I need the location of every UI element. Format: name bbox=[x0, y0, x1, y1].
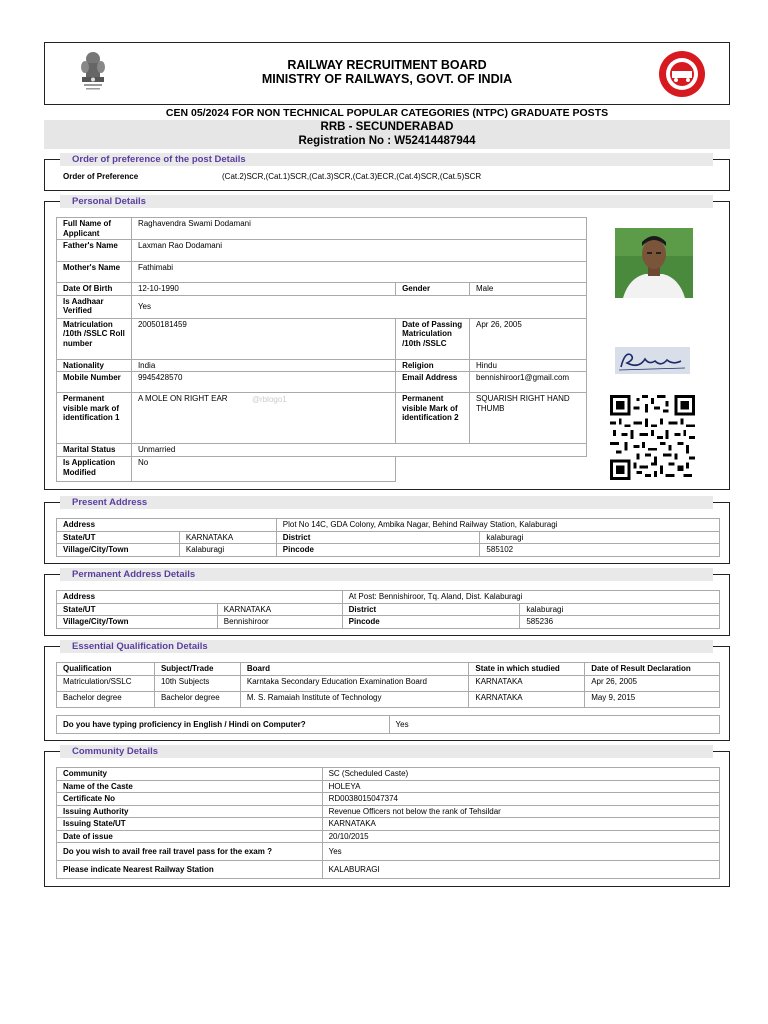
table-row bbox=[57, 768, 720, 781]
mark1-value: A MOLE ON RIGHT EAR bbox=[137, 394, 228, 403]
modified-value: No bbox=[131, 457, 395, 482]
issuing-state-value: KARNATAKA bbox=[322, 818, 719, 831]
present-village-label: Village/City/Town bbox=[57, 544, 180, 557]
marital-label: Marital Status bbox=[57, 444, 132, 457]
qual-cell: Matriculation/SSLC bbox=[57, 676, 155, 692]
preference-section-title: Order of preference of the post Details bbox=[60, 153, 713, 166]
qual-cell: Apr 26, 2005 bbox=[585, 676, 720, 692]
applicant-photo bbox=[615, 228, 693, 298]
permanent-district-value: kalaburagi bbox=[520, 603, 720, 616]
qual-cell: M. S. Ramaiah Institute of Technology bbox=[240, 692, 468, 708]
mother-value: Fathimabi bbox=[131, 262, 586, 283]
permanent-pincode-label: Pincode bbox=[342, 616, 520, 629]
matric-roll-value: 20050181459 bbox=[131, 318, 395, 359]
present-address-title: Present Address bbox=[60, 496, 713, 509]
email-value: bennishiroor1@gmail.com bbox=[470, 372, 587, 393]
table-row bbox=[57, 780, 720, 793]
document-header bbox=[44, 42, 730, 105]
mobile-label: Mobile Number bbox=[57, 372, 132, 393]
present-district-value: kalaburagi bbox=[480, 531, 720, 544]
qual-header-date: Date of Result Declaration bbox=[585, 663, 720, 676]
authority-value: Revenue Officers not below the rank of Tehsildar bbox=[322, 805, 719, 818]
community-table bbox=[56, 767, 720, 879]
father-label: Father's Name bbox=[57, 240, 132, 262]
mobile-value: 9945428570 bbox=[131, 372, 395, 393]
qualification-table bbox=[56, 662, 720, 708]
qual-cell: KARNATAKA bbox=[469, 676, 585, 692]
mark1-value-cell bbox=[131, 393, 395, 444]
community-value: SC (Scheduled Caste) bbox=[322, 768, 719, 781]
permanent-village-value: Bennishiroor bbox=[217, 616, 342, 629]
passing-date-label: Date of Passing Matriculation /10th /SSLC bbox=[396, 318, 470, 359]
permanent-pincode-value: 585236 bbox=[520, 616, 720, 629]
aadhaar-label: Is Aadhaar Verified bbox=[57, 295, 132, 318]
mark2-label: Permanent visible Mark of identification 2 bbox=[396, 393, 470, 444]
issuing-state-label: Issuing State/UT bbox=[57, 818, 323, 831]
gender-label: Gender bbox=[396, 283, 470, 296]
aadhaar-value: Yes bbox=[131, 295, 586, 318]
table-row bbox=[57, 692, 720, 708]
community-label: Community bbox=[57, 768, 323, 781]
typing-label: Do you have typing proficiency in English / Hindi on Computer? bbox=[57, 716, 390, 734]
board-title: RAILWAY RECRUITMENT BOARD bbox=[287, 58, 487, 72]
railway-station-label: Please indicate Nearest Railway Station bbox=[57, 861, 323, 879]
applicant-signature bbox=[615, 347, 690, 374]
qual-cell: 10th Subjects bbox=[154, 676, 240, 692]
present-address-value: Plot No 14C, GDA Colony, Ambika Nagar, Behind Railway Station, Kalaburagi bbox=[276, 519, 719, 532]
ministry-title: MINISTRY OF RAILWAYS, GOVT. OF INDIA bbox=[261, 72, 513, 86]
qual-header-board: Board bbox=[240, 663, 468, 676]
father-value: Laxman Rao Dodamani bbox=[131, 240, 586, 262]
mark1-label: Permanent visible mark of identification 1 bbox=[57, 393, 132, 444]
dob-label: Date Of Birth bbox=[57, 283, 132, 296]
permanent-village-label: Village/City/Town bbox=[57, 616, 218, 629]
qual-cell: May 9, 2015 bbox=[585, 692, 720, 708]
table-row bbox=[57, 830, 720, 843]
typing-table bbox=[56, 715, 720, 734]
qual-cell: KARNATAKA bbox=[469, 692, 585, 708]
qual-header-state: State in which studied bbox=[469, 663, 585, 676]
rrb-name: RRB - SECUNDERABAD bbox=[320, 121, 454, 133]
rrb-band bbox=[44, 120, 730, 149]
certificate-value: RD0038015047374 bbox=[322, 793, 719, 806]
present-village-value: Kalaburagi bbox=[179, 544, 276, 557]
railway-station-value: KALABURAGI bbox=[322, 861, 719, 879]
gender-value: Male bbox=[470, 283, 587, 296]
mark2-value: SQUARISH RIGHT HAND THUMB bbox=[470, 393, 587, 444]
qual-header-subject: Subject/Trade bbox=[154, 663, 240, 676]
permanent-state-label: State/UT bbox=[57, 603, 218, 616]
empty-cell bbox=[396, 457, 587, 482]
table-row bbox=[57, 843, 720, 861]
rail-pass-value: Yes bbox=[322, 843, 719, 861]
issue-date-value: 20/10/2015 bbox=[322, 830, 719, 843]
indian-railways-logo-icon bbox=[657, 49, 707, 99]
community-title: Community Details bbox=[60, 745, 713, 758]
dob-value: 12-10-1990 bbox=[131, 283, 395, 296]
permanent-address-title: Permanent Address Details bbox=[60, 568, 713, 581]
issue-date-label: Date of issue bbox=[57, 830, 323, 843]
name-value: Raghavendra Swami Dodamani bbox=[131, 218, 586, 240]
certificate-label: Certificate No bbox=[57, 793, 323, 806]
permanent-district-label: District bbox=[342, 603, 520, 616]
qual-cell: Karntaka Secondary Education Examination Board bbox=[240, 676, 468, 692]
mother-label: Mother's Name bbox=[57, 262, 132, 283]
table-row bbox=[57, 793, 720, 806]
qual-header-qualification: Qualification bbox=[57, 663, 155, 676]
religion-value: Hindu bbox=[470, 359, 587, 372]
table-row bbox=[57, 676, 720, 692]
notice-title: CEN 05/2024 FOR NON TECHNICAL POPULAR CATEGORIES (NTPC) GRADUATE POSTS bbox=[165, 107, 609, 119]
watermark-text: @rblogo1 bbox=[251, 395, 287, 404]
caste-value: HOLEYA bbox=[322, 780, 719, 793]
personal-section-title: Personal Details bbox=[60, 195, 713, 208]
typing-value: Yes bbox=[389, 716, 719, 734]
religion-label: Religion bbox=[396, 359, 470, 372]
table-row bbox=[57, 861, 720, 879]
permanent-address-table bbox=[56, 590, 720, 629]
present-address-table bbox=[56, 518, 720, 557]
registration-number: Registration No : W52414487944 bbox=[298, 135, 476, 147]
qr-code bbox=[609, 395, 696, 480]
table-row bbox=[57, 818, 720, 831]
nationality-value: India bbox=[131, 359, 395, 372]
personal-table bbox=[56, 217, 587, 482]
qualification-title: Essential Qualification Details bbox=[60, 640, 713, 653]
permanent-state-value: KARNATAKA bbox=[217, 603, 342, 616]
present-address-label: Address bbox=[57, 519, 277, 532]
passing-date-value: Apr 26, 2005 bbox=[470, 318, 587, 359]
nationality-label: Nationality bbox=[57, 359, 132, 372]
marital-value: Unmarried bbox=[131, 444, 586, 457]
present-pincode-value: 585102 bbox=[480, 544, 720, 557]
qual-cell: Bachelor degree bbox=[154, 692, 240, 708]
present-district-label: District bbox=[276, 531, 480, 544]
present-state-value: KARNATAKA bbox=[179, 531, 276, 544]
present-state-label: State/UT bbox=[57, 531, 180, 544]
caste-label: Name of the Caste bbox=[57, 780, 323, 793]
modified-label: Is Application Modified bbox=[57, 457, 132, 482]
email-label: Email Address bbox=[396, 372, 470, 393]
table-row bbox=[57, 805, 720, 818]
matric-roll-label: Matriculation /10th /SSLC Roll number bbox=[57, 318, 132, 359]
permanent-address-value: At Post: Bennishiroor, Tq. Aland, Dist. Kalaburagi bbox=[342, 591, 719, 604]
authority-label: Issuing Authority bbox=[57, 805, 323, 818]
preference-value: (Cat.2)SCR,(Cat.1)SCR,(Cat.3)SCR,(Cat.3)ECR,(Cat.4)SCR,(Cat.5)SCR bbox=[222, 172, 482, 181]
present-pincode-label: Pincode bbox=[276, 544, 480, 557]
preference-label: Order of Preference bbox=[63, 172, 139, 181]
name-label: Full Name of Applicant bbox=[57, 218, 132, 240]
permanent-address-label: Address bbox=[57, 591, 343, 604]
qual-cell: Bachelor degree bbox=[57, 692, 155, 708]
rail-pass-label: Do you wish to avail free rail travel pass for the exam ? bbox=[57, 843, 323, 861]
